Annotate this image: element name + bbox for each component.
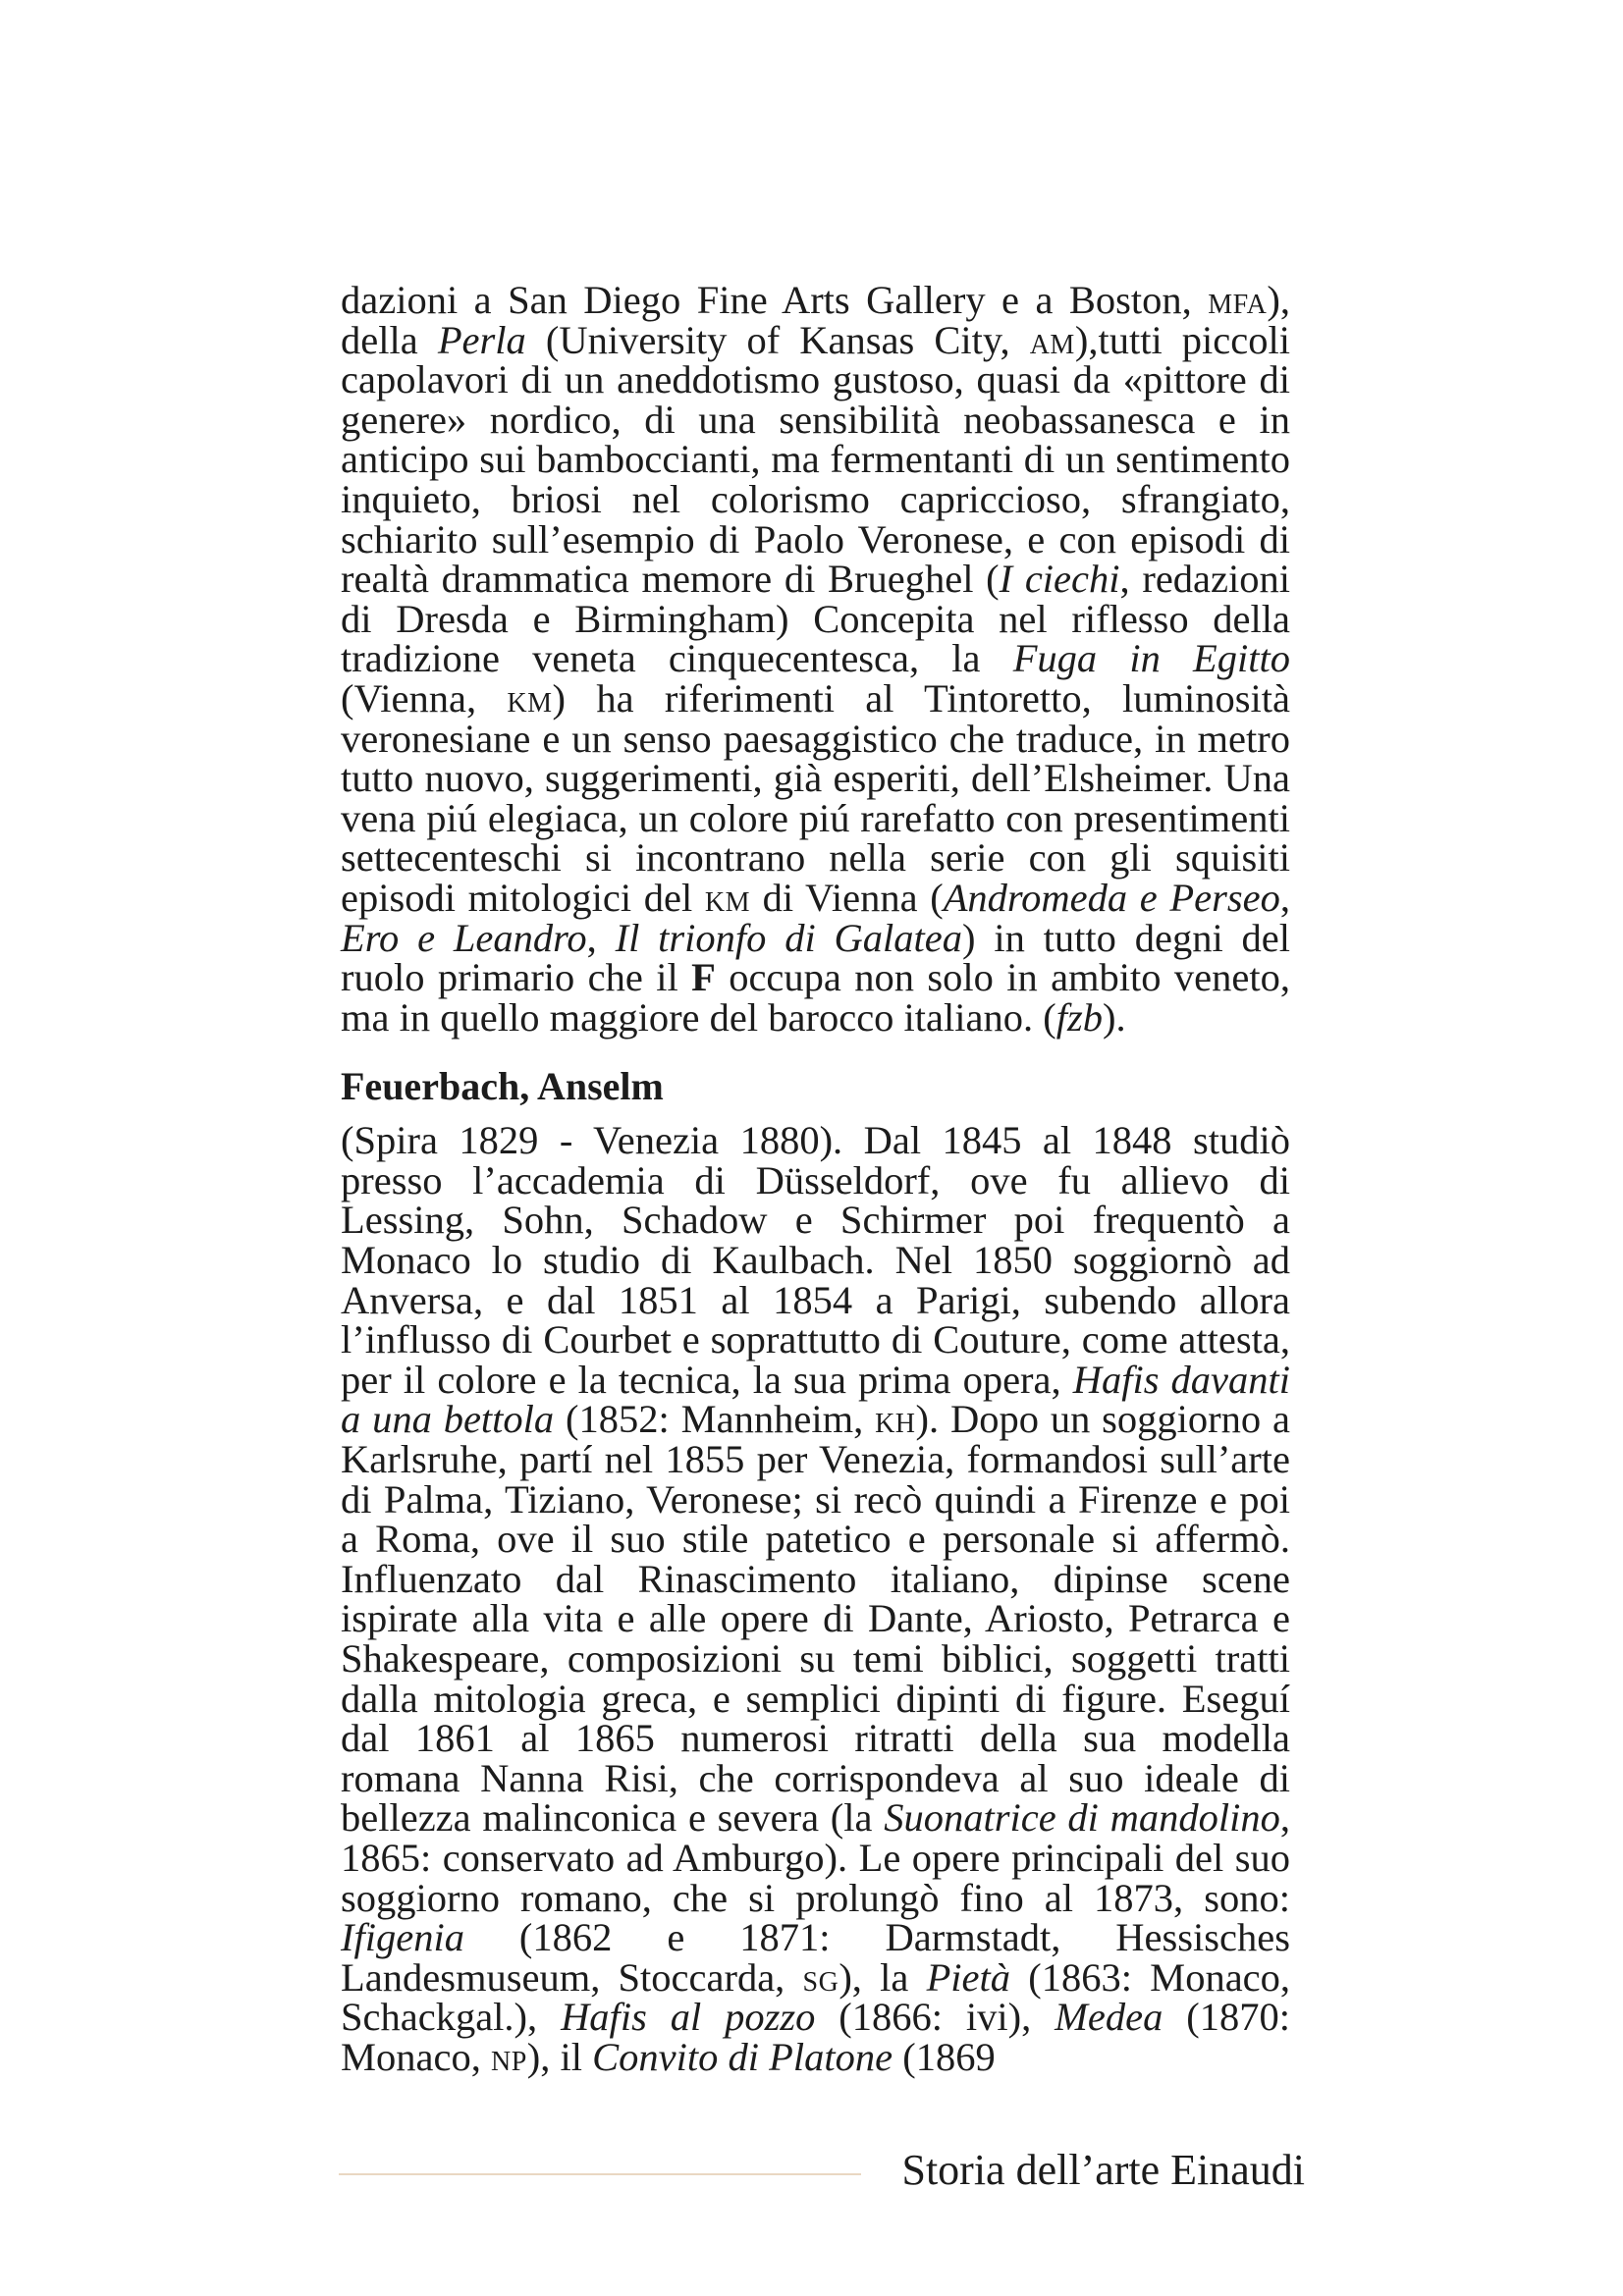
text-run: (University of Kansas City, bbox=[525, 317, 1030, 362]
italic-title: Ifigenia bbox=[341, 1915, 464, 1960]
text-run: (1862 e 1871: Darmstadt, Hessisches Landesmuseum, Stoccarda, bbox=[341, 1915, 1290, 2000]
footer-title: Storia dell’arte Einaudi bbox=[901, 2146, 1305, 2194]
text-run: , 1865: conservato ad Amburgo). Le opere principali del suo soggiorno romano, che si prolungò fino al 1873, sono: bbox=[341, 1795, 1290, 1920]
text-run: dazioni a San Diego Fine Arts Gallery e a Boston, bbox=[341, 278, 1209, 322]
text-run: (Spira 1829 - Venezia 1880). Dal 1845 al 1848 studiò presso l’accademia di Düsseldorf, ove fu allievo di Lessing, Sohn, Schadow e Schirmer poi frequentò a Monaco lo studio di Kaulbach. Nel 1850 soggiornò ad Anversa, e dal 1851 al 1854 a Parigi, subendo allora l’influsso di Courbet e soprattutto di Couture, come attesta, per il colore e la tecnica, la sua prima opera, bbox=[341, 1118, 1290, 1402]
text-run: ),tutti piccoli capolavori di un aneddotismo gustoso, quasi da «pittore di genere» nordico, di una sensibilità neobassanesca e in anticipo sui bamboccianti, ma fermentanti di un sentimento inquieto, briosi nel colorismo capriccioso, sfrangiato, schiarito sull’esempio di Paolo Veronese, e con episodi di realtà drammatica memore di Brueghel ( bbox=[341, 317, 1290, 602]
text-run: (1870: Monaco, bbox=[341, 1995, 1291, 2079]
footer-rule bbox=[339, 2173, 861, 2175]
italic-title: Perla bbox=[437, 317, 526, 362]
text-run: (1852: Mannheim, bbox=[554, 1397, 876, 1442]
text-run: ) in tutto degni del ruolo primario che il bbox=[341, 915, 1291, 1000]
text-run: , bbox=[1279, 875, 1290, 920]
italic-title: Hafis davanti a una bettola bbox=[341, 1357, 1291, 1442]
text-run: (Vienna, bbox=[341, 675, 508, 721]
text-column bbox=[341, 278, 1291, 2079]
continuation-paragraph bbox=[341, 278, 1291, 1040]
text-run: , bbox=[586, 915, 616, 960]
entry-heading: Feuerbach, Anselm bbox=[341, 1064, 664, 1109]
text-run: ). Dopo un soggiorno a Karlsruhe, partí nel 1855 per Venezia, formandosi sull’arte di Palma, Tiziano, Veronese; si recò quindi a Firenze e poi a Roma, ove il suo stile patetico e personale si affermò. Influenzato dal Rinascimento italiano, dipinse scene ispirate alla vita e alle opere di Dante, Ariosto, Petrarca e Shakespeare, composizioni su temi biblici, soggetti tratti dalla mitologia greca, e semplici dipinti di figure. Eseguí dal 1861 al 1865 numerosi ritratti della sua modella romana Nanna Risi, che corrispondeva al suo ideale di bellezza malinconica e severa (la bbox=[341, 1397, 1290, 1841]
italic-title: Convito di Platone bbox=[592, 2034, 893, 2079]
italic-title: Ero e Leandro bbox=[341, 915, 587, 960]
text-run: (1866: ivi), bbox=[815, 1995, 1055, 2040]
small-caps-abbrev: sg bbox=[802, 1954, 839, 2000]
small-caps-abbrev: kh bbox=[875, 1397, 916, 1442]
text-run: di Vienna ( bbox=[750, 875, 944, 920]
small-caps-abbrev: km bbox=[704, 875, 750, 920]
small-caps-abbrev: km bbox=[507, 675, 553, 721]
italic-title: I ciechi bbox=[999, 557, 1120, 602]
text-run: ) ha riferimenti al Tintoretto, luminosità veronesiane e un senso paesaggistico che traduce, in metro tutto nuovo, suggerimenti, già esperiti, dell’Elsheimer. Una vena piú elegiaca, un colore piú rarefatto con presentimenti settecenteschi si incontrano nella serie con gli squisiti episodi mitologici del bbox=[341, 675, 1290, 920]
small-caps-abbrev: np bbox=[490, 2034, 527, 2079]
italic-title: Fuga in Egitto bbox=[1012, 636, 1290, 681]
italic-title: fzb bbox=[1055, 994, 1104, 1040]
text-run: occupa non solo in ambito veneto, ma in quello maggiore del barocco italiano. ( bbox=[341, 955, 1290, 1040]
text-run: , redazioni di Dresda e Birmingham) Concepita nel riflesso della tradizione veneta cinquecentesca, la bbox=[341, 557, 1290, 681]
italic-title: Suonatrice di mandolino bbox=[884, 1795, 1280, 1841]
text-run: ), della bbox=[341, 278, 1290, 362]
small-caps-abbrev: am bbox=[1029, 317, 1075, 362]
italic-title: Pietà bbox=[926, 1954, 1011, 2000]
text-run: ), la bbox=[839, 1954, 927, 2000]
text-run: (1863: Monaco, Schackgal.), bbox=[341, 1954, 1291, 2040]
bold-abbrev: F bbox=[691, 955, 716, 1000]
italic-title: Medea bbox=[1055, 1995, 1163, 2040]
entry-paragraph bbox=[341, 1118, 1291, 2079]
italic-title: Il trionfo di Galatea bbox=[615, 915, 963, 960]
italic-title: Hafis al pozzo bbox=[561, 1995, 816, 2040]
text-run: ), il bbox=[526, 2034, 593, 2079]
text-run: ). bbox=[1103, 994, 1126, 1040]
italic-title: Andromeda e Perseo bbox=[943, 875, 1280, 920]
text-run: (1869 bbox=[893, 2034, 996, 2079]
small-caps-abbrev: mfa bbox=[1208, 278, 1268, 322]
